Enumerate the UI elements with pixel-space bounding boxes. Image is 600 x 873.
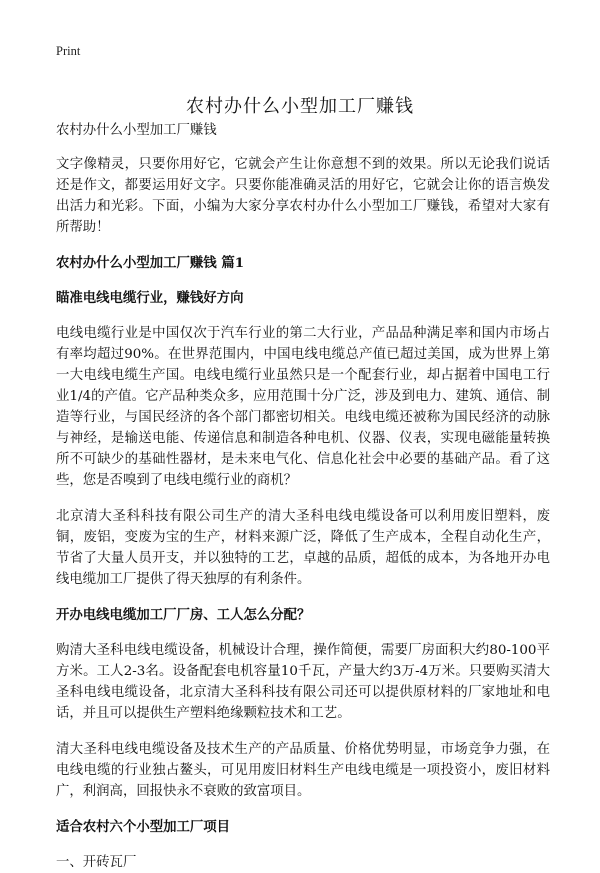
paragraph-1: 电线电缆行业是中国仅次于汽车行业的第二大行业，产品品种满足率和国内市场占有率均超过90%。在世界范围内，中国电线电缆总产值已超过美国，成为世界上第一大电线电缆生产国。电线电缆行业虽然只是一个配套行业，却占据着中国电工行业1/4的产值。它产品种类众多，应用范围十分广泛，涉及到电力、建筑、通信、制造等行业，与国民经济的各个部门都密切相关。电线电缆还被称为国民经济的动脉与神经，是输送电能、传递信息和制造各种电机、仪器、仪表，实现电磁能量转换所不可缺少的基础性器材，是未来电气化、信息化社会中必要的基础产品。看了这些，您是否嗅到了电线电缆行业的商机？ (56, 326, 550, 488)
paragraph-2: 北京清大圣科科技有限公司生产的清大圣科电线电缆设备可以利用废旧塑料，废铜，废铝，变废为宝的生产，材料来源广泛，降低了生产成本，全程自动化生产，节省了大量人员开支，并以独特的工艺，卓越的品质，超低的成本，为各地开办电线电缆加工厂提供了得天独厚的有利条件。 (56, 509, 550, 587)
intro-paragraph: 文字像精灵，只要你用好它，它就会产生让你意想不到的效果。所以无论我们说话还是作文，都要运用好文字。只要你能准确灵活的用好它，它就会让你的语言焕发出活力和光彩。下面，小编为大家分享农村办什么小型加工厂赚钱，希望对大家有所帮助！ (56, 157, 550, 235)
page-title: 农村办什么小型加工厂赚钱 (186, 96, 414, 118)
paragraph-3: 购清大圣科电线电缆设备，机械设计合理，操作简便，需要厂房面积大约80-100平方米。工人2-3名。设备配套电机容量10千瓦，产量大约3万-4万米。只要购买清大圣科电线电缆设备，北京清大圣科科技有限公司还可以提供原材料的厂家地址和电话，并且可以提供生产塑料绝缘颗粒技术和工艺。 (56, 643, 550, 721)
article-body (56, 120, 550, 873)
paragraph-4: 清大圣科电线电缆设备及技术生产的产品质量、价格优势明显，市场竞争力强，在电线电缆的行业独占鳌头，可见用废旧材料生产电线电缆是一项投资小，废旧材料广，利润高，回报快永不衰败的致富项目。 (56, 742, 550, 799)
section-heading-3: 适合农村六个小型加工厂项目 (56, 819, 231, 835)
document-subtitle: 农村办什么小型加工厂赚钱 (56, 123, 217, 138)
section-heading-1: 农村办什么小型加工厂赚钱 篇1 (56, 255, 245, 271)
list-item-1: 一、开砖瓦厂 (56, 855, 137, 870)
section-heading-2: 开办电线电缆加工厂厂房、工人怎么分配？ (56, 607, 311, 623)
section-subheading-1: 瞄准电线电缆行业，赚钱好方向 (56, 290, 244, 306)
print-label: Print (56, 44, 81, 58)
